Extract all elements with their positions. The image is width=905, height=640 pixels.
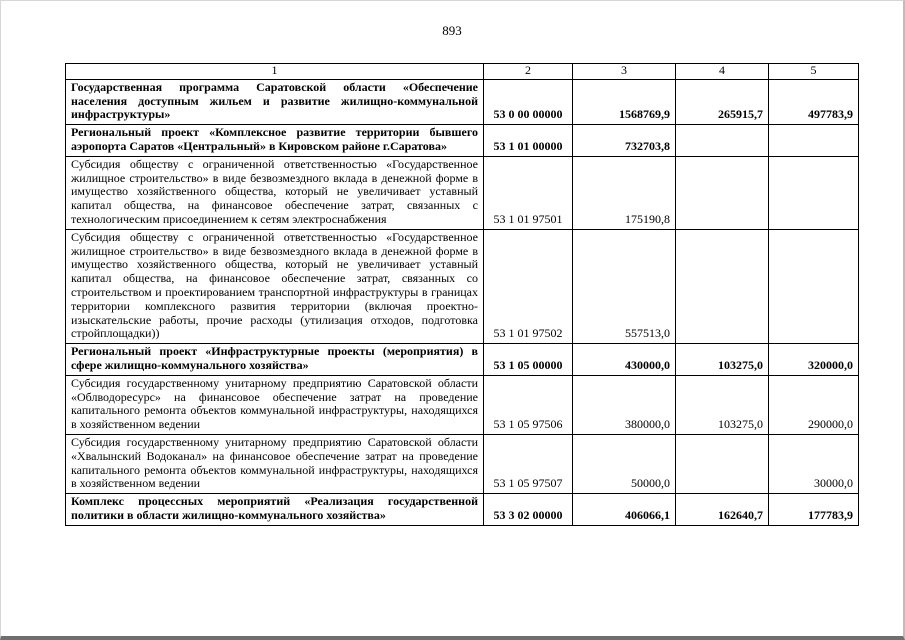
budget-table [65, 63, 859, 526]
page-number: 893 [442, 23, 462, 38]
row-budget-code: 53 1 05 00000 [484, 344, 573, 376]
row-amount-col3: 50000,0 [573, 434, 676, 493]
row-amount-col3: 406066,1 [573, 494, 676, 526]
column-header-3: 3 [573, 64, 676, 80]
row-description: Государственная программа Саратовской области «Обеспечение населения доступным жильем и развитие жилищно-коммунальной инфраструктуры» [66, 79, 484, 124]
row-amount-col4 [676, 125, 769, 157]
row-amount-col5 [769, 156, 859, 229]
row-description: Субсидия государственному унитарному предприятию Саратовской области «Облводоресурс» на финансовое обеспечение затрат на проведение капитального ремонта объектов коммунальной инфраструктуры, находящихся в хозяйственном ведении [66, 375, 484, 434]
row-description: Региональный проект «Комплексное развитие территории бывшего аэропорта Саратов «Центральный» в Кировском районе г.Саратова» [66, 125, 484, 157]
row-description: Субсидия обществу с ограниченной ответственностью «Государственное жилищное строительство» в виде безвозмездного вклада в денежной форме в имущество хозяйственного общества, который не увеличивает уставный капитал общества, на финансовое обеспечение затрат, связанных со строительством и проектированием транспортной инфраструктуры в границах территории комплексного развития территории (включая проектно-изыскательские работы, прочие расходы (утилизация отходов, подготовка стройплощадки)) [66, 229, 484, 343]
column-header-5: 5 [769, 64, 859, 80]
row-amount-col5: 497783,9 [769, 79, 859, 124]
table-row [66, 375, 859, 434]
row-amount-col3: 732703,8 [573, 125, 676, 157]
row-amount-col4: 162640,7 [676, 494, 769, 526]
row-amount-col3: 1568769,9 [573, 79, 676, 124]
row-amount-col5: 177783,9 [769, 494, 859, 526]
table-row [66, 229, 859, 343]
column-header-1: 1 [66, 64, 484, 80]
row-amount-col4 [676, 434, 769, 493]
table-row [66, 79, 859, 124]
row-amount-col4: 103275,0 [676, 375, 769, 434]
row-amount-col4: 265915,7 [676, 79, 769, 124]
row-amount-col3: 175190,8 [573, 156, 676, 229]
table-row [66, 434, 859, 493]
row-budget-code: 53 3 02 00000 [484, 494, 573, 526]
row-description: Региональный проект «Инфраструктурные проекты (мероприятия) в сфере жилищно-коммунального хозяйства» [66, 344, 484, 376]
row-budget-code: 53 1 01 00000 [484, 125, 573, 157]
table-header-row [66, 64, 859, 80]
row-amount-col3: 380000,0 [573, 375, 676, 434]
row-amount-col3: 557513,0 [573, 229, 676, 343]
table-row [66, 344, 859, 376]
table-row [66, 494, 859, 526]
row-budget-code: 53 1 05 97506 [484, 375, 573, 434]
row-amount-col4 [676, 156, 769, 229]
row-budget-code: 53 1 05 97507 [484, 434, 573, 493]
row-amount-col5: 290000,0 [769, 375, 859, 434]
row-amount-col4 [676, 229, 769, 343]
row-description: Субсидия обществу с ограниченной ответственностью «Государственное жилищное строительство» в виде безвозмездного вклада в денежной форме в имущество хозяйственного общества, который не увеличивает уставный капитал общества, на финансовое обеспечение затрат, связанных с технологическим присоединением к сетям электроснабжения [66, 156, 484, 229]
row-description: Комплекс процессных мероприятий «Реализация государственной политики в области жилищно-коммунального хозяйства» [66, 494, 484, 526]
row-budget-code: 53 1 01 97501 [484, 156, 573, 229]
row-amount-col5: 320000,0 [769, 344, 859, 376]
column-header-2: 2 [484, 64, 573, 80]
row-amount-col5: 30000,0 [769, 434, 859, 493]
row-amount-col3: 430000,0 [573, 344, 676, 376]
row-amount-col4: 103275,0 [676, 344, 769, 376]
table-body [66, 79, 859, 525]
row-budget-code: 53 1 01 97502 [484, 229, 573, 343]
column-header-4: 4 [676, 64, 769, 80]
row-amount-col5 [769, 125, 859, 157]
table-row [66, 125, 859, 157]
row-description: Субсидия государственному унитарному предприятию Саратовской области «Хвалынский Водоканал» на финансовое обеспечение затрат на проведение капитального ремонта объектов коммунальной инфраструктуры, находящихся в хозяйственном ведении [66, 434, 484, 493]
row-budget-code: 53 0 00 00000 [484, 79, 573, 124]
row-amount-col5 [769, 229, 859, 343]
table-row [66, 156, 859, 229]
